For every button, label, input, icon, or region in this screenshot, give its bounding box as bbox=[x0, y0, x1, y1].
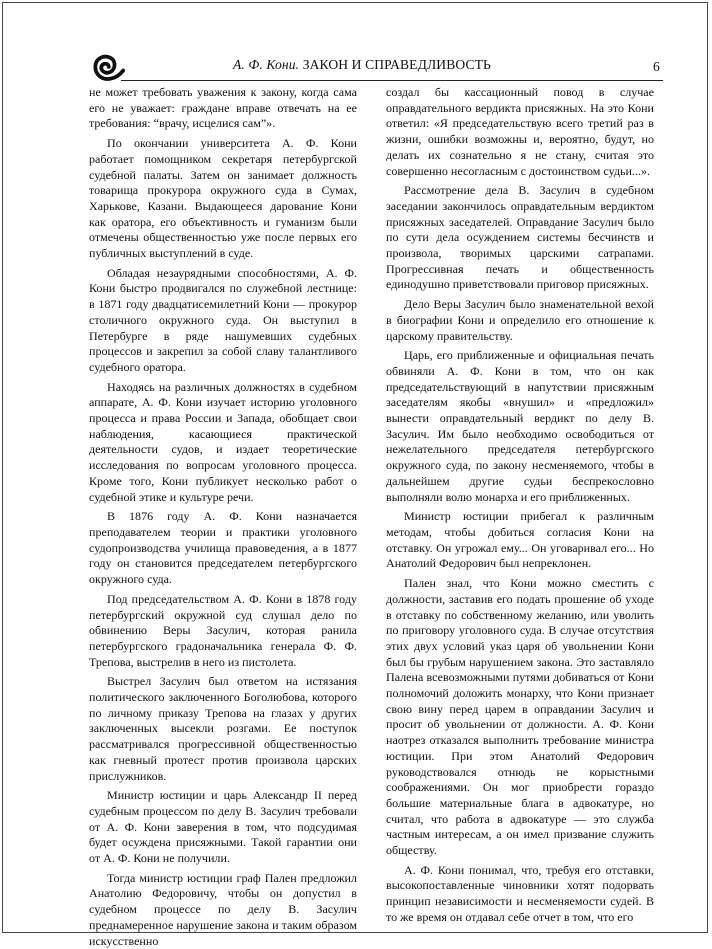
paragraph: А. Ф. Кони понимал, что, требуя его отставки, высокопоставленные чиновники хотят подорвать принцип независимости и несменяемости судей. В то же время он отдавал себе отчет в том, что его bbox=[386, 862, 654, 924]
paragraph: создал бы кассационный повод в случае оправдательного вердикта присяжных. На это Кони ответил: «Я председательствую всего третий раз в жизни, ошибки возможны и, вероятно, будут, но делать их сознательно я не стану, считая это совершенно несогласным с достоинством судьи...». bbox=[386, 85, 654, 178]
running-head bbox=[233, 57, 491, 73]
paragraph: Дело Веры Засулич было знаменательной вехой в биографии Кони и определило его отношение к царскому правительству. bbox=[386, 297, 654, 343]
paragraph: Пален знал, что Кони можно сместить с должности, заставив его подать прошение об уходе в отставку по собственному желанию, или уволить по приговору уголовного суда. В случае отсутствия этих двух условий указ царя об увольнении Кони был бы грубым нарушением закона. Это заставляло Палена всевозможными путями добиваться от Кони полномочий доложить монарху, что Кони признает свою вину перед царем в оправдании Засулич и просит об увольнении от должности. А. Ф. Кони наотрез отказался выполнить требование министра юстиции. При этом Анатолий Федорович руководствовался отнюдь не корыстными соображениями. Он мог приобрести гораздо большие материальные блага в адвокатуре, но считал, что работа в адвокатуре — это служба частным интересам, а он имел призвание служить обществу. bbox=[386, 576, 654, 858]
paragraph: не может требовать уважения к закону, когда сама его не уважает: граждане вправе отвечать на ее требования: “врачу, исцелися сам”». bbox=[89, 85, 357, 131]
spiral-ornament-icon bbox=[89, 48, 125, 84]
running-head-author: А. Ф. Кони. bbox=[233, 57, 300, 72]
header-rule bbox=[121, 80, 663, 81]
page-header bbox=[3, 3, 709, 88]
paragraph: Выстрел Засулич был ответом на истязания политического заключенного Боголюбова, которого по личному приказу Трепова на глазах у других заключенных высекли розгами. Ее поступок рассматривался прогрессивной общественностью как гневный протест против произвола царских прислужников. bbox=[89, 674, 357, 783]
paragraph: В 1876 году А. Ф. Кони назначается преподавателем теории и практики уголовного судопроизводства училища правоведения, а в 1877 году он становится председателем петербургского окружного суда. bbox=[89, 509, 357, 587]
running-head-title: ЗАКОН И СПРАВЕДЛИВОСТЬ bbox=[302, 57, 491, 72]
paragraph: Тогда министр юстиции граф Пален предложил Анатолию Федоровичу, чтобы он допустил в судебном процессе по делу В. Засулич преднамеренное нарушение закона и таким образом искусственно bbox=[89, 870, 357, 948]
paragraph: Находясь на различных должностях в судебном аппарате, А. Ф. Кони изучает историю уголовного процесса и права России и Запада, обобщает свои наблюдения, касающиеся практической деятельности судов, и издает теоретические исследования по вопросам уголовного процесса. Кроме того, Кони публикует несколько работ о судебной этике и культуре речи. bbox=[89, 379, 357, 504]
book-page bbox=[2, 2, 708, 948]
paragraph: По окончании университета А. Ф. Кони работает помощником секретаря петербургской судебной палаты. Затем он занимает должность товарища прокурора окружного суда в Сумах, Харькове, Казани. Выдающееся дарование Кони как оратора, его объективность и гуманизм были отмечены общественностью уже после первых его публичных выступлений в суде. bbox=[89, 136, 357, 261]
paragraph: Рассмотрение дела В. Засулич в судебном заседании закончилось оправдательным вердиктом присяжных заседателей. Оправдание Засулич было по сути дела осуждением системы бесчинств и произвола, творимых царскими сатрапами. Прогрессивная печать и общественность единодушно приветствовали приговор присяжных. bbox=[386, 183, 654, 292]
left-text-column bbox=[89, 85, 357, 949]
right-text-column bbox=[386, 85, 654, 926]
paragraph: Под председательством А. Ф. Кони в 1878 году петербургский окружной суд слушал дело по обвинению Веры Засулич, которая ранила петербургского градоначальника генерала Ф. Ф. Трепова, выстрелив в него из пистолета. bbox=[89, 591, 357, 669]
paragraph: Обладая незаурядными способностями, А. Ф. Кони быстро продвигался по служебной лестнице: в 1871 году двадцатисемилетний Кони — прокурор столичного окружного суда. Он выступил в Петербурге в ряде нашумевших судебных процессов и закрепил за собой славу талантливого судебного оратора. bbox=[89, 265, 357, 374]
paragraph: Министр юстиции прибегал к различным методам, чтобы добиться согласия Кони на отставку. Он угрожал ему... Он уговаривал его... Но Анатолий Федорович был непреклонен. bbox=[386, 509, 654, 571]
paragraph: Царь, его приближенные и официальная печать обвиняли А. Ф. Кони в том, что он как председательствующий в напутствии присяжным заседателям якобы «внушил» и «предложил» вынести оправдательный вердикт по делу В. Засулич. Им было необходимо освободиться от нежелательного председателя петербургского окружного суда, по закону несменяемого, чтобы в дальнейшем другие судьи беспрекословно выполняли волю монарха и его приближенных. bbox=[386, 348, 654, 504]
paragraph: Министр юстиции и царь Александр II перед судебным процессом по делу В. Засулич требовали от А. Ф. Кони заверения в том, что подсудимая будет осуждена присяжными. Такой гарантии они от А. Ф. Кони не получили. bbox=[89, 788, 357, 866]
page-number: 6 bbox=[653, 59, 660, 74]
